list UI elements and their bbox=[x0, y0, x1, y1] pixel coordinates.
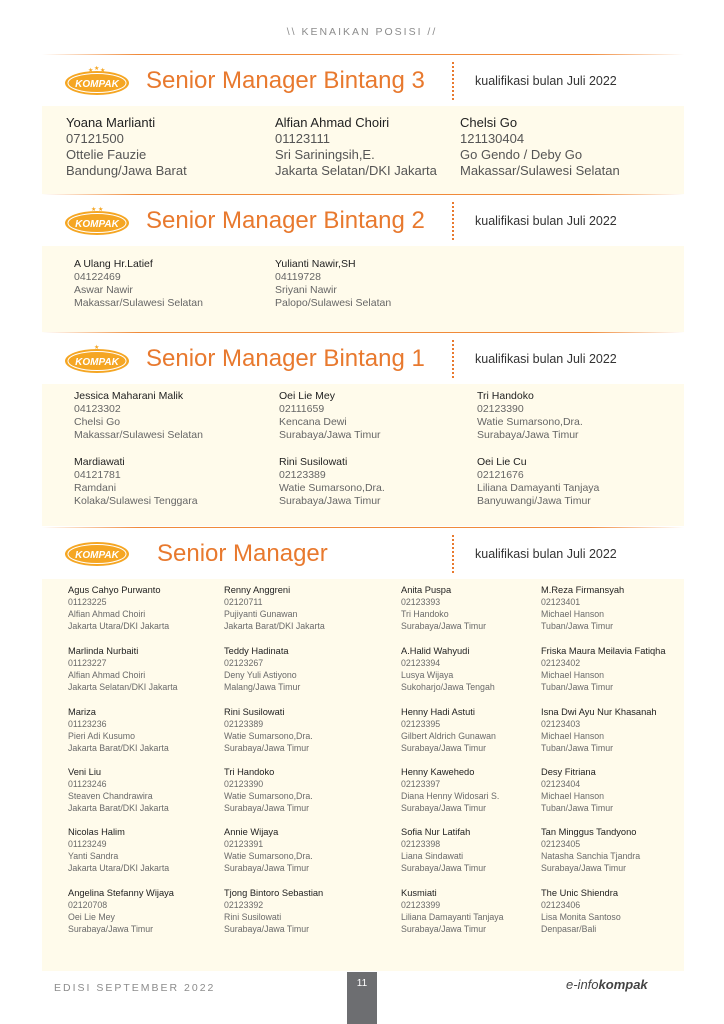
member-id: 02123390 bbox=[224, 779, 264, 789]
member-sponsor: Lusya Wijaya bbox=[401, 670, 454, 680]
member-card bbox=[541, 645, 666, 693]
member-id: 02123397 bbox=[401, 779, 441, 789]
section-title: Senior Manager bbox=[157, 540, 328, 567]
section-title: Senior Manager Bintang 1 bbox=[146, 345, 425, 372]
member-card bbox=[541, 887, 621, 935]
member-panel-bintang-2 bbox=[42, 246, 684, 332]
member-name: A.Halid Wahyudi bbox=[401, 646, 470, 656]
member-sponsor: Chelsi Go bbox=[74, 416, 121, 428]
member-card bbox=[460, 115, 620, 179]
member-sponsor: Yanti Sandra bbox=[68, 851, 119, 861]
member-id: 01123227 bbox=[68, 658, 107, 668]
member-location: Jakarta Barat/DKI Jakarta bbox=[68, 803, 169, 813]
member-card bbox=[541, 706, 657, 754]
member-card bbox=[224, 766, 313, 814]
member-id: 02123401 bbox=[541, 597, 581, 607]
member-id: 07121500 bbox=[66, 131, 124, 146]
qualification-text: kualifikasi bulan Juli 2022 bbox=[475, 74, 617, 88]
svg-text:★: ★ bbox=[100, 67, 106, 74]
dotted-divider bbox=[452, 340, 454, 378]
member-location: Jakarta Selatan/DKI Jakarta bbox=[275, 163, 437, 178]
member-sponsor: Alfian Ahmad Choiri bbox=[68, 670, 146, 680]
member-id: 04121781 bbox=[74, 469, 121, 481]
member-id: 02123403 bbox=[541, 719, 581, 729]
svg-text:★: ★ bbox=[88, 67, 94, 74]
member-location: Malang/Jawa Timur bbox=[224, 682, 301, 692]
member-sponsor: Michael Hanson bbox=[541, 609, 605, 619]
member-sponsor: Sri Sariningsih,E. bbox=[275, 147, 375, 162]
member-panel-bintang-3 bbox=[42, 106, 684, 194]
member-card bbox=[68, 766, 169, 814]
member-name: Mardiawati bbox=[74, 456, 125, 468]
member-name: Yoana Marlianti bbox=[66, 115, 156, 130]
member-panel-senior-manager bbox=[42, 579, 684, 971]
page-number-tab bbox=[347, 972, 377, 1024]
member-id: 02123406 bbox=[541, 900, 581, 910]
member-id: 02120711 bbox=[224, 597, 263, 607]
member-card bbox=[401, 706, 496, 754]
member-sponsor: Steaven Chandrawira bbox=[68, 791, 153, 801]
member-card bbox=[275, 115, 437, 179]
member-location: Surabaya/Jawa Timur bbox=[279, 429, 381, 441]
qualification-text: kualifikasi bulan Juli 2022 bbox=[475, 214, 617, 228]
member-sponsor: Oei Lie Mey bbox=[68, 912, 115, 922]
member-location: Makassar/Sulawesi Selatan bbox=[74, 429, 203, 441]
qualification-text: kualifikasi bulan Juli 2022 bbox=[475, 352, 617, 366]
member-location: Surabaya/Jawa Timur bbox=[401, 863, 487, 873]
member-name: Alfian Ahmad Choiri bbox=[275, 115, 390, 130]
member-location: Surabaya/Jawa Timur bbox=[401, 924, 487, 934]
member-name: Renny Anggreni bbox=[224, 585, 291, 595]
member-id: 04122469 bbox=[74, 271, 121, 283]
member-id: 02111659 bbox=[279, 403, 325, 415]
logo-wordmark: KOMPAK bbox=[75, 219, 119, 230]
member-name: Anita Puspa bbox=[401, 585, 452, 595]
member-id: 04123302 bbox=[74, 403, 121, 415]
member-location: Surabaya/Jawa Timur bbox=[401, 743, 487, 753]
section-title: Senior Manager Bintang 2 bbox=[146, 207, 425, 234]
member-id: 02123389 bbox=[224, 719, 264, 729]
member-id: 04119728 bbox=[275, 271, 321, 283]
member-sponsor: Watie Sumarsono,Dra. bbox=[477, 416, 583, 428]
member-location: Kolaka/Sulawesi Tenggara bbox=[74, 495, 198, 507]
member-location: Jakarta Utara/DKI Jakarta bbox=[68, 621, 170, 631]
qualification-text: kualifikasi bulan Juli 2022 bbox=[475, 547, 617, 561]
section-header-bintang-1 bbox=[42, 332, 684, 386]
member-card bbox=[74, 456, 198, 508]
member-id: 02123392 bbox=[224, 900, 264, 910]
member-location: Bandung/Jawa Barat bbox=[66, 163, 187, 178]
member-name: Sofia Nur Latifah bbox=[401, 827, 471, 837]
member-sponsor: Sriyani Nawir bbox=[275, 284, 337, 296]
member-name: Isna Dwi Ayu Nur Khasanah bbox=[541, 707, 657, 717]
member-card bbox=[275, 258, 391, 310]
kompak-logo-icon bbox=[64, 539, 130, 569]
edition-label: EDISI SEPTEMBER 2022 bbox=[54, 982, 216, 994]
member-name: Friska Maura Meilavia Fatiqha bbox=[541, 646, 666, 656]
section-header-bintang-2 bbox=[42, 194, 684, 248]
member-location: Surabaya/Jawa Timur bbox=[401, 621, 487, 631]
member-sponsor: Watie Sumarsono,Dra. bbox=[224, 851, 313, 861]
member-card bbox=[68, 584, 169, 632]
member-sponsor: Michael Hanson bbox=[541, 791, 605, 801]
member-id: 02123404 bbox=[541, 779, 581, 789]
member-name: Chelsi Go bbox=[460, 115, 518, 130]
member-sponsor: Watie Sumarsono,Dra. bbox=[224, 791, 313, 801]
member-location: Sukoharjo/Jawa Tengah bbox=[401, 682, 495, 692]
member-sponsor: Deny Yuli Astiyono bbox=[224, 670, 297, 680]
svg-text:★: ★ bbox=[94, 344, 100, 351]
member-id: 01123249 bbox=[68, 839, 107, 849]
section-label: \\ KENAIKAN POSISI // bbox=[286, 26, 438, 38]
member-card bbox=[279, 390, 381, 442]
member-card bbox=[401, 826, 486, 874]
member-location: Surabaya/Jawa Timur bbox=[477, 429, 579, 441]
member-sponsor: Aswar Nawir bbox=[74, 284, 133, 296]
member-card bbox=[68, 887, 174, 935]
svg-text:★: ★ bbox=[98, 206, 104, 213]
member-location: Makassar/Sulawesi Selatan bbox=[74, 297, 203, 309]
member-card bbox=[541, 826, 640, 874]
member-id: 02123267 bbox=[224, 658, 264, 668]
logo-wordmark: KOMPAK bbox=[75, 550, 119, 561]
member-location: Tuban/Jawa Timur bbox=[541, 682, 614, 692]
member-name: Annie Wijaya bbox=[224, 827, 279, 837]
member-name: Tan Minggus Tandyono bbox=[541, 827, 637, 837]
svg-text:★: ★ bbox=[94, 66, 100, 72]
member-location: Jakarta Utara/DKI Jakarta bbox=[68, 863, 170, 873]
member-card bbox=[74, 258, 203, 310]
dotted-divider bbox=[452, 62, 454, 100]
dotted-divider bbox=[452, 202, 454, 240]
member-name: Oei Lie Cu bbox=[477, 456, 527, 468]
member-card bbox=[401, 766, 499, 814]
member-location: Jakarta Barat/DKI Jakarta bbox=[224, 621, 325, 631]
member-sponsor: Gilbert Aldrich Gunawan bbox=[401, 731, 496, 741]
member-id: 02123389 bbox=[279, 469, 326, 481]
member-location: Tuban/Jawa Timur bbox=[541, 803, 614, 813]
member-name: Tri Handoko bbox=[477, 390, 534, 402]
member-name: Angelina Stefanny Wijaya bbox=[68, 888, 174, 898]
member-sponsor: Pujiyanti Gunawan bbox=[224, 609, 298, 619]
member-name: Desy Fitriana bbox=[541, 767, 596, 777]
kompak-logo-icon bbox=[64, 66, 130, 96]
member-sponsor: Ottelie Fauzie bbox=[66, 147, 147, 162]
member-id: 02123402 bbox=[541, 658, 581, 668]
member-name: Jessica Maharani Malik bbox=[74, 390, 184, 402]
member-id: 02123390 bbox=[477, 403, 524, 415]
member-location: Jakarta Barat/DKI Jakarta bbox=[68, 743, 169, 753]
member-card bbox=[401, 887, 504, 935]
member-location: Surabaya/Jawa Timur bbox=[224, 743, 310, 753]
member-sponsor: Liliana Damayanti Tanjaya bbox=[477, 482, 600, 494]
member-location: Makassar/Sulawesi Selatan bbox=[460, 163, 620, 178]
member-sponsor: Ramdani bbox=[74, 482, 117, 494]
member-location: Jakarta Selatan/DKI Jakarta bbox=[68, 682, 178, 692]
member-sponsor: Pieri Adi Kusumo bbox=[68, 731, 135, 741]
member-id: 02123391 bbox=[224, 839, 264, 849]
brand-wordmark bbox=[566, 977, 648, 992]
member-card bbox=[68, 706, 169, 754]
member-sponsor: Michael Hanson bbox=[541, 670, 605, 680]
member-id: 121130404 bbox=[460, 131, 525, 146]
member-id: 02121676 bbox=[477, 469, 524, 481]
member-sponsor: Liliana Damayanti Tanjaya bbox=[401, 912, 504, 922]
member-sponsor: Alfian Ahmad Choiri bbox=[68, 609, 146, 619]
section-header-bintang-3 bbox=[42, 54, 684, 108]
member-panel-bintang-1 bbox=[42, 384, 684, 526]
member-id: 01123225 bbox=[68, 597, 107, 607]
section-header-senior-manager bbox=[42, 527, 684, 581]
brand-prefix: e-info bbox=[566, 977, 599, 992]
member-location: Surabaya/Jawa Timur bbox=[224, 863, 310, 873]
member-sponsor: Diana Henny Widosari S. bbox=[401, 791, 500, 801]
member-id: 01123236 bbox=[68, 719, 107, 729]
member-name: Rini Susilowati bbox=[279, 456, 348, 468]
member-id: 01123246 bbox=[68, 779, 107, 789]
member-name: Marlinda Nurbaiti bbox=[68, 646, 139, 656]
member-name: Nicolas Halim bbox=[68, 827, 125, 837]
member-name: Henny Kawehedo bbox=[401, 767, 475, 777]
member-sponsor: Liana Sindawati bbox=[401, 851, 464, 861]
member-card bbox=[224, 645, 300, 693]
member-card bbox=[477, 390, 583, 442]
member-id: 02123394 bbox=[401, 658, 441, 668]
member-name: Veni Liu bbox=[68, 767, 102, 777]
member-sponsor: Tri Handoko bbox=[401, 609, 449, 619]
member-location: Denpasar/Bali bbox=[541, 924, 597, 934]
member-location: Tuban/Jawa Timur bbox=[541, 621, 614, 631]
member-card bbox=[541, 766, 613, 814]
member-name: Tjong Bintoro Sebastian bbox=[224, 888, 324, 898]
member-card bbox=[66, 115, 187, 179]
member-sponsor: Lisa Monita Santoso bbox=[541, 912, 621, 922]
member-location: Surabaya/Jawa Timur bbox=[224, 924, 310, 934]
member-name: Agus Cahyo Purwanto bbox=[68, 585, 161, 595]
member-card bbox=[224, 706, 313, 754]
member-name: Teddy Hadinata bbox=[224, 646, 289, 656]
member-card bbox=[477, 456, 599, 508]
member-id: 02123399 bbox=[401, 900, 441, 910]
member-location: Surabaya/Jawa Timur bbox=[279, 495, 381, 507]
member-location: Surabaya/Jawa Timur bbox=[224, 803, 310, 813]
member-card bbox=[68, 645, 178, 693]
member-name: A Ulang Hr.Latief bbox=[74, 258, 153, 270]
member-card bbox=[401, 645, 495, 693]
member-card bbox=[224, 887, 323, 935]
member-name: Rini Susilowati bbox=[224, 707, 285, 717]
page-number: 11 bbox=[356, 978, 368, 989]
svg-text:★: ★ bbox=[91, 206, 97, 213]
member-name: Mariza bbox=[68, 707, 96, 717]
logo-wordmark: KOMPAK bbox=[75, 357, 119, 368]
member-card bbox=[279, 456, 385, 508]
member-id: 02123398 bbox=[401, 839, 441, 849]
member-sponsor: Rini Susilowati bbox=[224, 912, 282, 922]
member-id: 02123405 bbox=[541, 839, 581, 849]
member-name: Yulianti Nawir,SH bbox=[275, 258, 356, 270]
dotted-divider bbox=[452, 535, 454, 573]
kompak-logo-icon bbox=[64, 206, 130, 236]
member-name: Henny Hadi Astuti bbox=[401, 707, 475, 717]
member-name: Tri Handoko bbox=[224, 767, 275, 777]
member-sponsor: Watie Sumarsono,Dra. bbox=[224, 731, 313, 741]
member-location: Palopo/Sulawesi Selatan bbox=[275, 297, 392, 309]
member-sponsor: Michael Hanson bbox=[541, 731, 605, 741]
member-location: Surabaya/Jawa Timur bbox=[68, 924, 154, 934]
member-sponsor: Natasha Sanchia Tjandra bbox=[541, 851, 641, 861]
member-id: 02123395 bbox=[401, 719, 441, 729]
member-card bbox=[224, 584, 325, 632]
member-card bbox=[68, 826, 169, 874]
member-id: 02120708 bbox=[68, 900, 108, 910]
member-card bbox=[401, 584, 486, 632]
member-name: M.Reza Firmansyah bbox=[541, 585, 625, 595]
member-id: 01123111 bbox=[275, 131, 330, 146]
member-card bbox=[74, 390, 203, 442]
member-location: Surabaya/Jawa Timur bbox=[401, 803, 487, 813]
member-name: The Unic Shiendra bbox=[541, 888, 618, 898]
member-id: 02123393 bbox=[401, 597, 441, 607]
brand-bold: kompak bbox=[598, 977, 648, 992]
member-name: Oei Lie Mey bbox=[279, 390, 336, 402]
member-sponsor: Go Gendo / Deby Go bbox=[460, 147, 583, 162]
section-title: Senior Manager Bintang 3 bbox=[146, 67, 425, 94]
member-name: Kusmiati bbox=[401, 888, 437, 898]
member-location: Banyuwangi/Jawa Timur bbox=[477, 495, 591, 507]
logo-wordmark: KOMPAK bbox=[75, 79, 119, 90]
member-card bbox=[541, 584, 624, 632]
member-location: Surabaya/Jawa Timur bbox=[541, 863, 627, 873]
member-sponsor: Kencana Dewi bbox=[279, 416, 347, 428]
member-card bbox=[224, 826, 313, 874]
member-sponsor: Watie Sumarsono,Dra. bbox=[279, 482, 385, 494]
member-location: Tuban/Jawa Timur bbox=[541, 743, 614, 753]
kompak-logo-icon bbox=[64, 344, 130, 374]
